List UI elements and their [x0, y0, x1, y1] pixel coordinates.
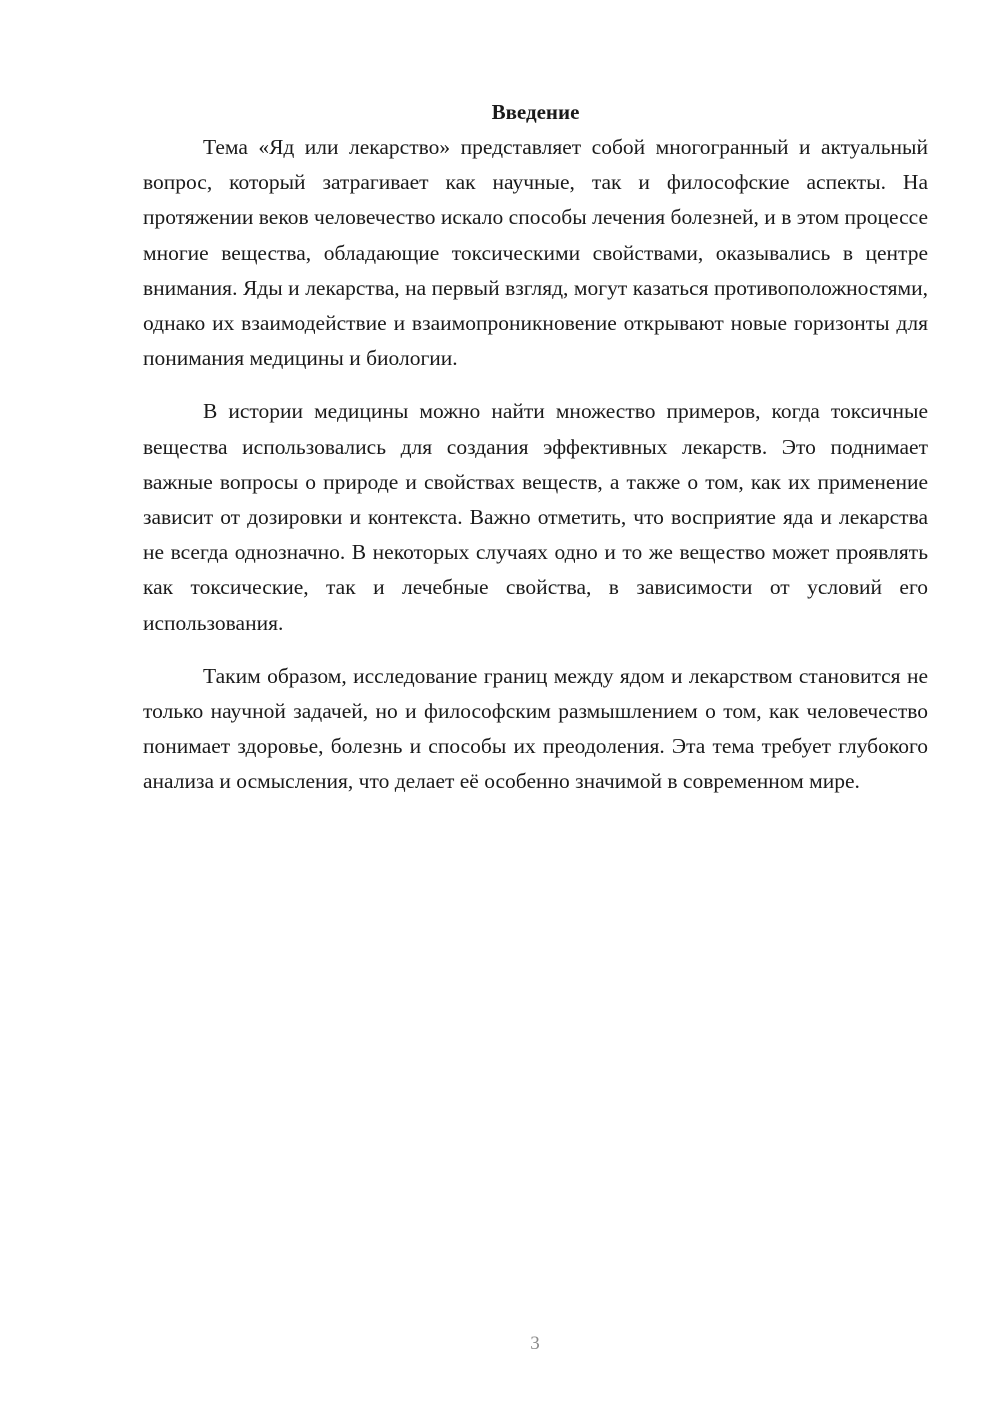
paragraph-3: Таким образом, исследование границ между ядом и лекарством становится не только научной задачей, но и философским размышлением о том, как человечество понимает здоровье, болезнь и способы их преодоления. Эта тема требует глубокого анализа и осмысления, что делает её особенно значимой в современном мире.	[143, 663, 928, 794]
paragraph-1: Тема «Яд или лекарство» представляет собой многогранный и актуальный вопрос, который затрагивает как научные, так и философские аспекты. На протяжении веков человечество искало способы лечения болезней, и в этом процессе многие вещества, обладающие токсическими свойствами, оказывались в центре внимания. Яды и лекарства, на первый взгляд, могут казаться противоположностями, однако их взаимодействие и взаимопроникновение открывают новые горизонты для понимания медицины и биологии.	[143, 135, 928, 371]
paragraph-2: В истории медицины можно найти множество примеров, когда токсичные вещества использовались для создания эффективных лекарств. Это поднимает важные вопросы о природе и свойствах веществ, а также о том, как их применение зависит от дозировки и контекста. Важно отметить, что восприятие яда и лекарства не всегда однозначно. В некоторых случаях одно и то же вещество может проявлять как токсические, так и лечебные свойства, в зависимости от условий его использования.	[143, 399, 928, 635]
document-page	[143, 94, 928, 800]
section-heading: Введение	[491, 100, 580, 124]
page-number: 3	[530, 1333, 540, 1354]
